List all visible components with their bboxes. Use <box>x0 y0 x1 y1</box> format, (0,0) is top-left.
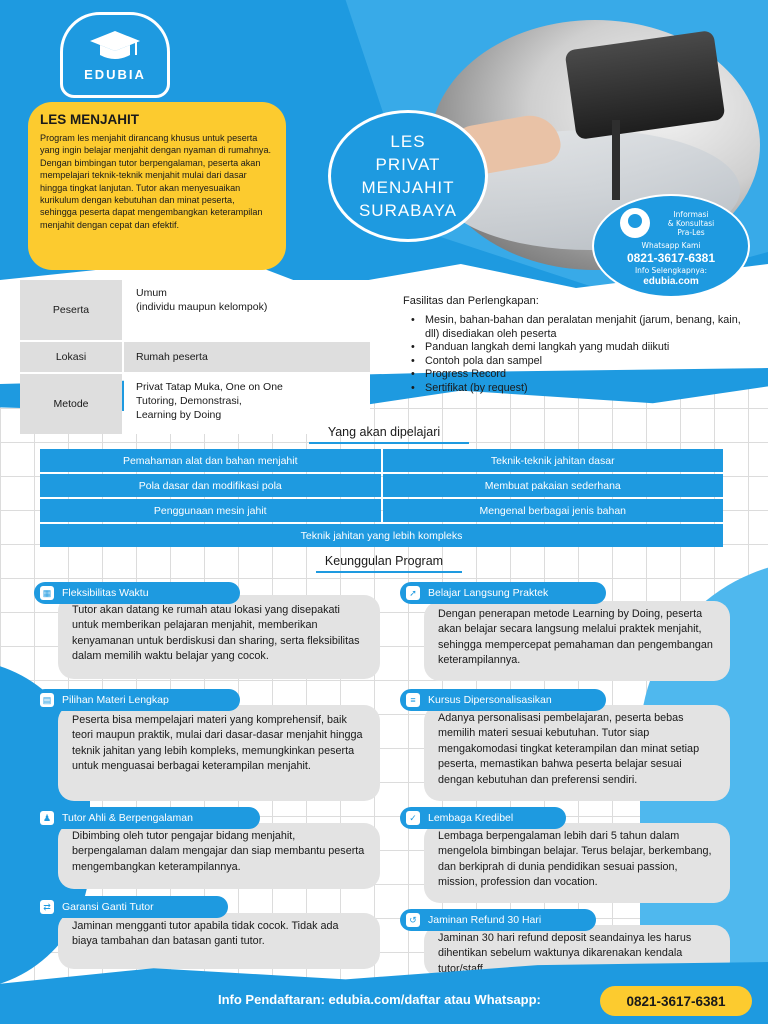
learn-grid <box>40 449 723 547</box>
learn-item: Teknik jahitan yang lebih kompleks <box>40 524 723 547</box>
facility-item: • Progress Record <box>411 368 753 382</box>
facility-item: • Mesin, bahan-bahan dan peralatan menjahit (jarum, benang, kain, dll) disediakan oleh peserta <box>411 314 753 341</box>
whatsapp-label: Whatsapp Kami <box>641 241 701 250</box>
advantage-pill <box>400 909 596 931</box>
advantage-title: Fleksibilitas Waktu <box>62 587 149 599</box>
contact-heading <box>656 210 726 237</box>
advantage-title: Garansi Ganti Tutor <box>62 901 154 913</box>
detail-label: Lokasi <box>20 342 122 372</box>
detail-value: Rumah peserta <box>124 342 370 372</box>
headset-icon <box>620 208 650 238</box>
teacher-icon: ♟ <box>40 811 54 825</box>
badge-icon: ✓ <box>406 811 420 825</box>
facility-item: • Panduan langkah demi langkah yang mudah diikuti <box>411 341 753 355</box>
advantage-text: Dibimbing oleh tutor pengajar bidang menjahit, berpengalaman dalam mengajar dan siap membantu peserta mengembangkan keterampilannya. <box>72 830 365 873</box>
advantage-pill <box>34 582 240 604</box>
hero-title <box>328 110 488 242</box>
learn-item: Membuat pakaian sederhana <box>383 474 724 497</box>
learn-title-underline <box>309 442 469 444</box>
detail-value-line: Tutoring, Demonstrasi, <box>136 395 242 407</box>
advantage-title: Lembaga Kredibel <box>428 812 514 824</box>
detail-value <box>124 280 370 340</box>
advantage-pill <box>400 807 566 829</box>
facilities-title: Fasilitas dan Perlengkapan: <box>403 295 539 307</box>
books-icon: ≡ <box>406 693 420 707</box>
advantage-card <box>58 595 380 679</box>
advantage-text: Dengan penerapan metode Learning by Doing, peserta akan belajar secara langsung melalui praktek menjahit, sehingga mempercepat pemahaman dan pengembangan keterampilannya. <box>438 608 713 667</box>
advantage-title: Jaminan Refund 30 Hari <box>428 914 542 926</box>
detail-value-line: Privat Tatap Muka, One on One <box>136 381 283 393</box>
advantage-pill <box>400 582 606 604</box>
advantage-text: Adanya personalisasi pembelajaran, peserta bebas memilih materi sesuai kebutuhan. Tutor siap mengakomodasi tingkat keterampilan dan minat setiap peserta, memastikan bahwa peserta belajar sesuai dengan kebutuhan dan preferensi sendiri. <box>438 712 700 786</box>
footer-phone-button[interactable]: 0821-3617-6381 <box>600 986 752 1016</box>
advantage-card <box>424 705 730 801</box>
detail-value-line: Learning by Doing <box>136 409 222 421</box>
learn-item: Teknik-teknik jahitan dasar <box>383 449 724 472</box>
advantage-card <box>58 913 380 969</box>
detail-row-lokasi <box>20 342 370 372</box>
contact-phone[interactable]: 0821-3617-6381 <box>626 251 716 265</box>
advantage-text: Peserta bisa mempelajari materi yang komprehensif, baik teori maupun praktik, mulai dari dasar-dasar menjahit hingga teknik jahitan yang lebih kompleks, memungkinkan peserta untuk menguasai berbagai keterampilan menjahit. <box>72 714 363 773</box>
intro-body: Program les menjahit dirancang khusus untuk peserta yang ingin belajar menjahit dengan nyaman di rumahnya. Dengan bimbingan tutor berpengalaman, peserta akan mempelajari teknik-teknik menjahit mulai dari dasar hingga tingkat lanjutan. Tutor akan menyesuaikan kurikulum dengan kebutuhan dan minat peserta, sehingga peserta dapat mengembangkan keterampilan menjahit dengan cepat dan efektif. <box>40 133 272 230</box>
learn-item: Pola dasar dan modifikasi pola <box>40 474 381 497</box>
hero-line: SURABAYA <box>358 201 458 220</box>
detail-row-peserta <box>20 280 370 340</box>
hero-line: LES <box>390 132 426 151</box>
rocket-icon: ➚ <box>406 586 420 600</box>
details-table <box>20 280 370 436</box>
detail-value-line: Umum <box>136 287 167 299</box>
detail-label: Peserta <box>20 280 122 340</box>
advantage-title: Tutor Ahli & Berpengalaman <box>62 812 193 824</box>
learn-item: Pemahaman alat dan bahan menjahit <box>40 449 381 472</box>
website-link[interactable]: edubia.com <box>643 276 699 287</box>
hero-line: MENJAHIT <box>361 178 455 197</box>
book-icon: ▤ <box>40 693 54 707</box>
facility-item: • Contoh pola dan sampel <box>411 355 753 369</box>
detail-label: Metode <box>20 374 122 434</box>
graduation-cap-icon <box>88 29 142 63</box>
footer-registration-info[interactable]: Info Pendaftaran: edubia.com/daftar atau Whatsapp: <box>218 992 541 1007</box>
facilities-section <box>403 295 753 395</box>
swap-icon: ⇄ <box>40 900 54 914</box>
advantage-title: Belajar Langsung Praktek <box>428 587 549 599</box>
advantage-text: Jaminan 30 hari refund deposit seandainya les harus dihentikan sebelum waktunya dikarenakan kendala tutor/staff. <box>438 932 692 975</box>
intro-card <box>28 102 286 270</box>
learn-item: Penggunaan mesin jahit <box>40 499 381 522</box>
advantage-title: Kursus Dipersonalisasikan <box>428 694 552 706</box>
advantage-pill <box>34 689 240 711</box>
facility-item: • Sertifikat (by request) <box>411 382 753 396</box>
intro-title: LES MENJAHIT <box>40 112 140 127</box>
detail-value-line: (individu maupun kelompok) <box>136 301 268 313</box>
advantage-text: Jaminan mengganti tutor apabila tidak cocok. Tidak ada biaya tambahan dan batasan ganti tutor. <box>72 920 339 948</box>
advantage-card <box>58 705 380 801</box>
advantage-card <box>58 823 380 889</box>
advantage-card <box>424 601 730 681</box>
advantage-text: Lembaga berpengalaman lebih dari 5 tahun dalam mengelola bimbingan belajar. Terus belajar, berkembang, dan berkiprah di dunia pendidikan sesuai passion, mission, profession dan vocation. <box>438 830 712 889</box>
brand-name: EDUBIA <box>84 66 146 82</box>
contact-heading-line: Pra-Les <box>677 228 705 237</box>
advantage-card <box>424 823 730 903</box>
advantage-pill <box>34 807 260 829</box>
contact-badge <box>592 194 750 298</box>
advantage-pill <box>400 689 606 711</box>
refund-icon: ↺ <box>406 913 420 927</box>
advantages-title-underline <box>316 571 462 573</box>
learn-title: Yang akan dipelajari <box>327 425 441 439</box>
calendar-icon: ▦ <box>40 586 54 600</box>
brand-logo <box>60 12 170 98</box>
more-info-label: Info Selengkapnya: <box>634 266 708 275</box>
learn-item: Mengenal berbagai jenis bahan <box>383 499 724 522</box>
contact-heading-line: & Konsultasi <box>667 219 715 228</box>
advantage-text: Tutor akan datang ke rumah atau lokasi yang disepakati untuk memberikan pelajaran menjahit, memberikan kenyamanan untuk berdiskusi dan sharing, serta fleksibilitas dalam memilih waktu belajar yang cocok. <box>72 604 360 663</box>
advantage-pill <box>34 896 228 918</box>
advantage-title: Pilihan Materi Lengkap <box>62 694 169 706</box>
advantages-title: Keunggulan Program <box>324 554 444 568</box>
hero-line: PRIVAT <box>375 155 441 174</box>
contact-heading-line: Informasi <box>673 210 709 219</box>
photo-needle <box>612 120 620 200</box>
facilities-list <box>403 314 753 395</box>
